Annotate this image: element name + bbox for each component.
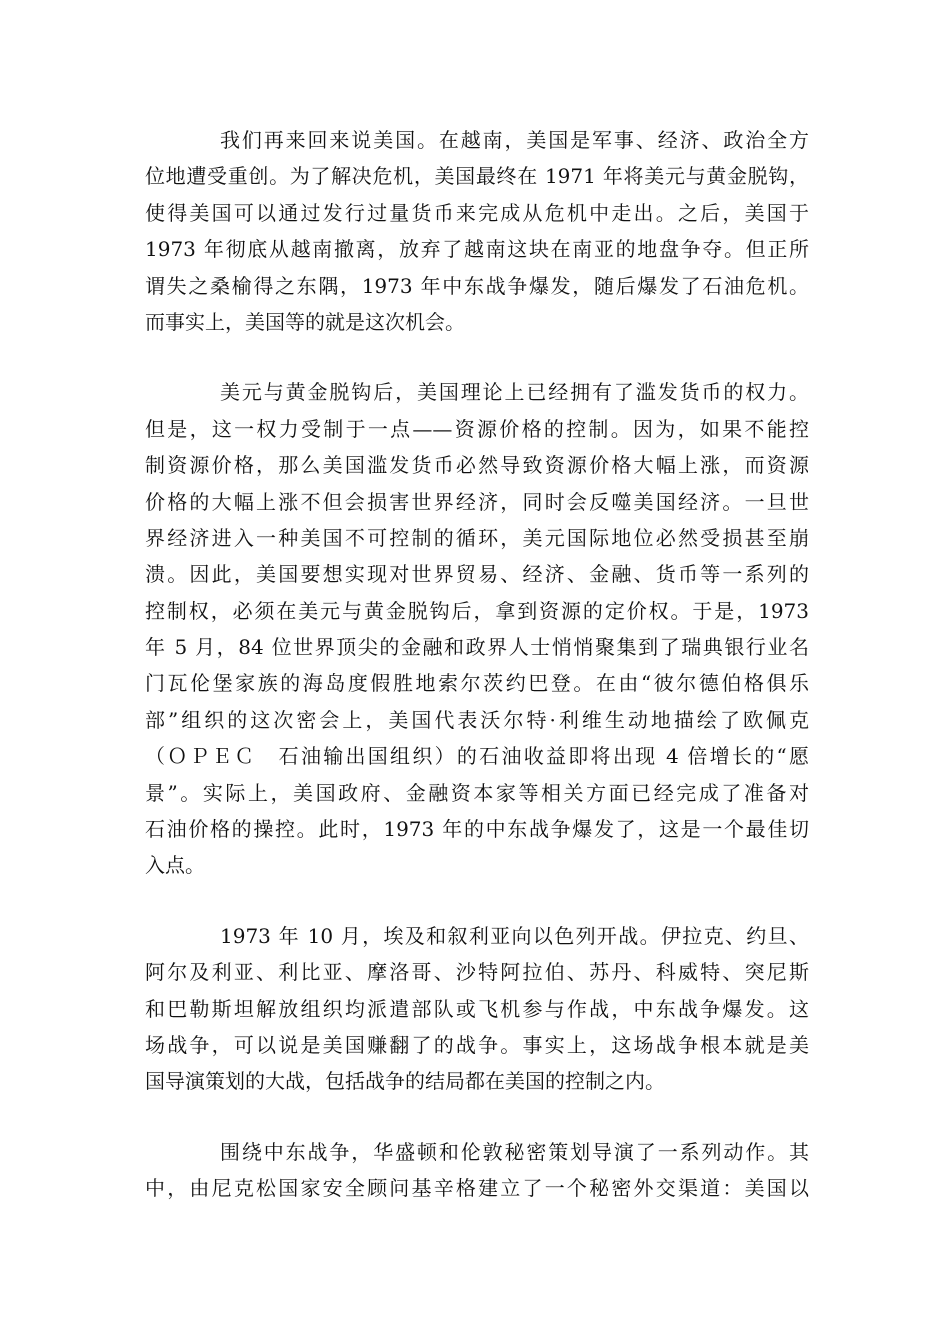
paragraph-3 xyxy=(145,918,809,1100)
paragraph-line: 石油价格的操控。此时，1973 年的中东战争爆发了，这是一个最佳切 xyxy=(145,817,809,842)
paragraph-line: 界经济进入一种美国不可控制的循环，美元国际地位必然受损甚至崩 xyxy=(145,525,809,550)
paragraph-line: 年 5 月，84 位世界顶尖的金融和政界人士悄悄聚集到了瑞典银行业名 xyxy=(145,635,809,660)
paragraph-line: 入点。 xyxy=(145,853,205,878)
paragraph-line: 使得美国可以通过发行过量货币来完成从危机中走出。之后，美国于 xyxy=(145,200,809,225)
paragraph-line: 部”组织的这次密会上，美国代表沃尔特·利维生动地描绘了欧佩克 xyxy=(145,707,809,732)
paragraph-line: 价格的大幅上涨不但会损害世界经济，同时会反噬美国经济。一旦世 xyxy=(145,489,809,514)
paragraph-line: 门瓦伦堡家族的海岛度假胜地索尔茨约巴登。在由“彼尔德伯格俱乐 xyxy=(145,671,809,696)
paragraph-line: 而事实上，美国等的就是这次机会。 xyxy=(145,309,465,334)
paragraph-line: 控制权，必须在美元与黄金脱钩后，拿到资源的定价权。于是，1973 xyxy=(145,598,809,623)
paragraph-line: 中，由尼克松国家安全顾问基辛格建立了一个秘密外交渠道：美国以 xyxy=(145,1176,809,1201)
document-body xyxy=(145,122,809,1241)
paragraph-line: 谓失之桑榆得之东隅，1973 年中东战争爆发，随后爆发了石油危机。 xyxy=(145,273,809,298)
paragraph-line: 阿尔及利亚、利比亚、摩洛哥、沙特阿拉伯、苏丹、科威特、突尼斯 xyxy=(145,960,809,985)
paragraph-line: 和巴勒斯坦解放组织均派遣部队或飞机参与作战，中东战争爆发。这 xyxy=(145,996,809,1021)
paragraph-line: 场战争，可以说是美国赚翻了的战争。事实上，这场战争根本就是美 xyxy=(145,1032,809,1057)
paragraph-line: 制资源价格，那么美国滥发货币必然导致资源价格大幅上涨，而资源 xyxy=(145,453,809,478)
paragraph-line: 1973 年 10 月，埃及和叙利亚向以色列开战。伊拉克、约旦、 xyxy=(220,923,809,948)
paragraph-2 xyxy=(145,374,809,883)
paragraph-line: 但是，这一权力受制于一点——资源价格的控制。因为，如果不能控 xyxy=(145,416,809,441)
paragraph-1 xyxy=(145,122,809,340)
paragraph-line: （ＯＰＥＣ 石油输出国组织）的石油收益即将出现 4 倍增长的“愿 xyxy=(145,744,809,769)
paragraph-line: 1973 年彻底从越南撤离，放弃了越南这块在南亚的地盘争夺。但正所 xyxy=(145,237,809,262)
paragraph-line: 位地遭受重创。为了解决危机，美国最终在 1971 年将美元与黄金脱钩， xyxy=(145,164,809,189)
paragraph-line: 国导演策划的大战，包括战争的结局都在美国的控制之内。 xyxy=(145,1069,665,1094)
paragraph-4 xyxy=(145,1134,809,1207)
paragraph-line: 我们再来回来说美国。在越南，美国是军事、经济、政治全方 xyxy=(220,128,809,152)
paragraph-line: 溃。因此，美国要想实现对世界贸易、经济、金融、货币等一系列的 xyxy=(145,562,809,587)
paragraph-line: 景”。实际上，美国政府、金融资本家等相关方面已经完成了准备对 xyxy=(145,780,809,805)
paragraph-line: 美元与黄金脱钩后，美国理论上已经拥有了滥发货币的权力。 xyxy=(220,380,809,405)
paragraph-line: 围绕中东战争，华盛顿和伦敦秘密策划导演了一系列动作。其 xyxy=(220,1139,809,1164)
